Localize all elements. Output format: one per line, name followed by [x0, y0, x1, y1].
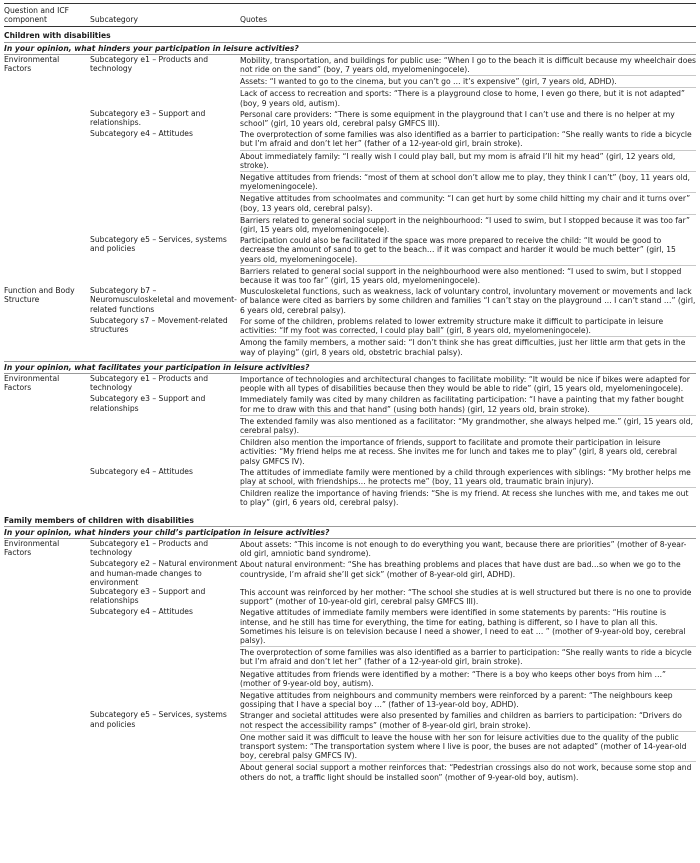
icf-component-cell: Environmental Factors	[4, 54, 60, 74]
icf-component-cell	[4, 467, 90, 488]
subcategory-cell: Subcategory e4 – Attitudes	[90, 129, 193, 139]
table-row	[4, 193, 696, 214]
icf-component-cell	[4, 109, 90, 129]
icf-component-cell	[4, 690, 90, 711]
question-row	[4, 42, 696, 54]
table-row	[4, 488, 696, 509]
icf-component-cell: Environmental Factors	[4, 538, 60, 558]
icf-component-cell: Environmental Factors	[4, 373, 60, 393]
subcategory-cell	[90, 647, 240, 668]
table-row	[4, 172, 696, 193]
subcategory-cell: Subcategory e5 – Services, systems and policies	[90, 235, 227, 254]
section-heading: Children with disabilities	[4, 31, 111, 41]
subcategory-cell: Subcategory e4 – Attitudes	[90, 607, 193, 617]
icf-component-cell	[4, 76, 90, 88]
table-row	[4, 394, 696, 415]
quote-cell: The extended family was also mentioned as a facilitator: “My grandmother, she always helped me.” (girl, 15 years old, cerebral palsy).	[240, 415, 696, 436]
table-row	[4, 607, 696, 646]
subcategory-cell	[90, 731, 240, 762]
subcategory-cell	[90, 690, 240, 711]
subcategory-cell	[90, 488, 240, 509]
quote-cell: Among the family members, a mother said: “I don’t think she has great difficulties, just her little arm that gets in the way of playing” (girl, 8 years old, obstetric brachial palsy).	[240, 337, 696, 358]
question-heading: In your opinion, what hinders your child’s participation in leisure activities?	[4, 526, 696, 538]
question-row	[4, 526, 696, 538]
icf-component-cell	[4, 214, 90, 235]
quote-cell: Negative attitudes of immediate family members were identified in some statements by parents: “His routine is intense, and he still has time for everything, the time for eating, bathing is different, so I have to plan all this. Sometimes his leisure is on television because I need a shower, I need to eat … ” (mother of 9-year-old boy, cerebral palsy).	[240, 608, 686, 645]
question-heading: In your opinion, what hinders your participation in leisure activities?	[4, 42, 696, 54]
table-row	[4, 538, 696, 559]
quote-cell: Personal care providers: “There is some equipment in the playground that I can’t use and there is no helper at my school” (girl, 10 years old, cerebral palsy GMFCS III).	[240, 109, 675, 129]
table-row	[4, 690, 696, 711]
subcategory-cell	[90, 76, 240, 88]
icf-component-cell	[4, 437, 90, 467]
quote-cell: Lack of access to recreation and sports: “There is a playground close to home, I even go there, but it is not adapted” (boy, 9 years old, autism).	[240, 88, 696, 109]
subcategory-cell	[90, 762, 240, 783]
quote-cell: The attitudes of immediate family were mentioned by a child through experiences with siblings: “My brother helps me play at school, with friendships… he protects me” (boy, 11 years old, traumatic brain injury).	[240, 467, 691, 486]
table-row	[4, 731, 696, 762]
section-heading-row	[4, 512, 696, 527]
subcategory-cell: Subcategory e3 – Support and relationships.	[90, 108, 206, 128]
quote-cell: Negative attitudes from friends were identified by a mother: “There is a boy who keeps other boys from him …” (mother of 9-year-old boy, autism).	[240, 668, 696, 689]
icf-component-cell	[4, 235, 90, 265]
icf-component-cell	[4, 394, 90, 415]
spacer-row	[4, 783, 696, 786]
subcategory-cell	[90, 437, 240, 467]
subcategory-cell: Subcategory e3 – Support and relationships	[90, 394, 206, 413]
icf-component-cell	[4, 129, 90, 150]
table-row	[4, 337, 696, 358]
table-header-row	[4, 4, 696, 27]
subcategory-cell: Subcategory b7 – Neuromusculoskeletal and movement-related functions	[90, 286, 237, 314]
table-row	[4, 286, 696, 316]
subcategory-cell	[90, 214, 240, 235]
quote-cell: Negative attitudes from neighbours and community members were reinforced by a parent: “The neighbours keep gossiping that I have a special boy …” (father of 13-year-old boy, ADHD).	[240, 690, 696, 711]
subcategory-cell: Subcategory e3 – Support and relationships	[90, 586, 206, 606]
icf-component-cell	[4, 668, 90, 689]
icf-component-cell	[4, 587, 90, 607]
section-heading: Family members of children with disabilities	[4, 515, 194, 525]
subcategory-cell	[90, 150, 240, 171]
quote-cell: Barriers related to general social support in the neighbourhood were also mentioned: “I used to swim, but I stopped because it was too far” (girl, 15 years old, myelomeningocele).	[240, 265, 696, 286]
quote-cell: Musculoskeletal functions, such as weakness, lack of voluntary control, involuntary movement or movements and lack of balance were cited as barriers by some children and families “I can’t stay on the playground … I can’t stand …” (girl, 6 years old, cerebral palsy).	[240, 287, 696, 315]
subcategory-cell	[90, 172, 240, 193]
question-heading: In your opinion, what facilitates your participation in leisure activities?	[4, 361, 696, 373]
table-row	[4, 76, 696, 88]
column-header-subcategory: Subcategory	[90, 4, 240, 27]
subcategory-cell: Subcategory e1 – Products and technology	[90, 538, 209, 558]
table-row	[4, 467, 696, 488]
spacer-cell	[4, 783, 696, 786]
table-row	[4, 587, 696, 607]
quote-cell: Assets: “I wanted to go to the cinema, but you can’t go … it’s expensive” (girl, 7 years old, ADHD).	[240, 76, 696, 88]
quote-cell: Negative attitudes from friends: “most of them at school don’t allow me to play, they think I can’t” (boy, 11 years old, myelomeningocele).	[240, 172, 696, 193]
icf-component-cell	[4, 762, 90, 783]
column-header-quotes: Quotes	[240, 4, 696, 27]
quote-cell: Participation could also be facilitated if the space was more prepared to receive the child: “It would be good to decrease the amount of sand to get to the beach… if it was compact and harder it would be much better” (girl, 15 years old, myelomeningocele).	[240, 236, 676, 264]
quote-cell: One mother said it was difficult to leave the house with her son for leisure activities due to the quality of the public transport system: “The transportation system where I live is poor, the buses are not adapted” (mother of 14-year-old boy, cerebral palsy GMFCS IV).	[240, 731, 696, 762]
quote-cell: Children realize the importance of having friends: “She is my friend. At recess she lunches with me, and takes me out to play” (girl, 6 years old, cerebral palsy).	[240, 488, 696, 509]
quote-cell: Negative attitudes from schoolmates and community: “I can get hurt by some child hitting my chair and it turns over” (boy, 13 years old, cerebral palsy).	[240, 193, 696, 214]
icf-component-cell	[4, 265, 90, 286]
subcategory-cell: Subcategory e2 – Natural environment and human-made changes to environment	[90, 559, 238, 587]
quote-cell: For some of the children, problems related to lower extremity structure make it difficult to participate in leisure activities: “If my foot was corrected, I could play ball” (girl, 8 years old, myelomeningocele).	[240, 316, 664, 336]
table-row	[4, 762, 696, 783]
table-row	[4, 437, 696, 467]
quote-cell: This account was reinforced by her mother: “The school she studies at is well structured but there is no one to provide support” (mother of 10-year-old girl, cerebral palsy GMFCS III).	[240, 587, 692, 607]
subcategory-cell	[90, 265, 240, 286]
column-header-component: Question and ICF component	[4, 4, 90, 27]
quote-cell: Barriers related to general social support in the neighbourhood: “I used to swim, but I stopped because it was too far” (girl, 15 years old, myelomeningocele).	[240, 214, 696, 235]
quote-cell: The overprotection of some families was also identified as a barrier to participation: “She really wants to ride a bicycle but I’m afraid and don’t let her” (father of a 12-year-old girl, brain stroke).	[240, 130, 692, 149]
quote-cell: About immediately family: “I really wish I could play ball, but my mom is afraid I’ll hit my head” (girl, 12 years old, stroke).	[240, 150, 696, 171]
icf-component-cell	[4, 150, 90, 171]
quote-cell: Importance of technologies and architectural changes to facilitate mobility: “It would be nice if bikes were adapted for people with all types of disabilities because then they would be able to ride” (girl, 15 years old, myelomeningocele).	[240, 374, 690, 394]
subcategory-cell	[90, 88, 240, 109]
subcategory-cell	[90, 415, 240, 436]
table-row	[4, 150, 696, 171]
subcategory-cell	[90, 668, 240, 689]
icf-component-cell: Function and Body Structure	[4, 286, 75, 305]
table-row	[4, 647, 696, 668]
table-row	[4, 559, 696, 587]
icf-component-cell	[4, 488, 90, 509]
subcategory-cell: Subcategory e5 – Services, systems and policies	[90, 710, 227, 729]
icf-component-cell	[4, 559, 90, 587]
table-row	[4, 235, 696, 265]
subcategory-cell	[90, 337, 240, 358]
quote-cell: About general social support a mother reinforces that: “Pedestrian crossings also do not work, because some stop and others do not, a traffic light should be installed soon” (mother of 9-year-old boy, autism).	[240, 762, 696, 783]
quote-cell: About natural environment: “She has breathing problems and places that have dust are bad…so when we go to the countryside, I’m afraid she’ll get sick” (mother of 8-year-old girl, ADHD).	[240, 560, 681, 579]
quote-cell: Mobility, transportation, and buildings for public use: “When I go to the beach it is difficult because my wheelchair does not ride on the sand” (boy, 7 years old, myelomeningocele).	[240, 55, 697, 75]
icf-component-cell	[4, 415, 90, 436]
quote-cell: Children also mention the importance of friends, support to facilitate and promote their participation in leisure activities: “My friend helps me at recess. She invites me for lunch and takes me to play” (girl, 8 years old, cerebral palsy GMFCS IV).	[240, 437, 696, 467]
subcategory-cell: Subcategory e4 – Attitudes	[90, 466, 193, 476]
table-row	[4, 54, 696, 75]
table-row	[4, 214, 696, 235]
icf-component-cell	[4, 88, 90, 109]
table-row	[4, 710, 696, 731]
icf-component-cell	[4, 193, 90, 214]
subcategory-cell	[90, 193, 240, 214]
quote-cell: The overprotection of some families was also identified as a barrier to participation: “She really wants to ride a bicycle but I’m afraid and don’t let her” (father of a 12-year-old girl, brain stroke).	[240, 647, 696, 668]
table-row	[4, 415, 696, 436]
table-row	[4, 88, 696, 109]
icf-component-cell	[4, 731, 90, 762]
icf-component-cell	[4, 710, 90, 731]
qualitative-quotes-table	[4, 3, 696, 786]
quote-cell: About assets: “This income is not enough to do everything you want, because there are priorities” (mother of 8-year-old girl, amniotic band syndrome).	[240, 539, 687, 559]
subcategory-cell: Subcategory s7 – Movement-related structures	[90, 315, 228, 335]
quote-cell: Immediately family was cited by many children as facilitating participation: “I have a painting that my father bought for me to draw with this and that hand” (using both hands) (girl, 12 years old, brain stroke).	[240, 395, 684, 414]
table-row	[4, 668, 696, 689]
icf-component-cell	[4, 172, 90, 193]
table-row	[4, 265, 696, 286]
icf-component-cell	[4, 337, 90, 358]
icf-component-cell	[4, 316, 90, 337]
table-row	[4, 129, 696, 150]
quote-cell: Stranger and societal attitudes were also presented by families and children as barriers to participation: “Drivers do not respect the accessibility ramps” (mother of 8-year-old girl, brain stroke).	[240, 711, 682, 730]
table-body	[4, 27, 696, 786]
question-row	[4, 361, 696, 373]
subcategory-cell: Subcategory e1 – Products and technology	[90, 373, 209, 393]
table-row	[4, 373, 696, 394]
icf-component-cell	[4, 607, 90, 646]
table-row	[4, 109, 696, 129]
subcategory-cell: Subcategory e1 – Products and technology	[90, 54, 209, 74]
icf-component-cell	[4, 647, 90, 668]
section-heading-row	[4, 27, 696, 42]
table-row	[4, 316, 696, 337]
